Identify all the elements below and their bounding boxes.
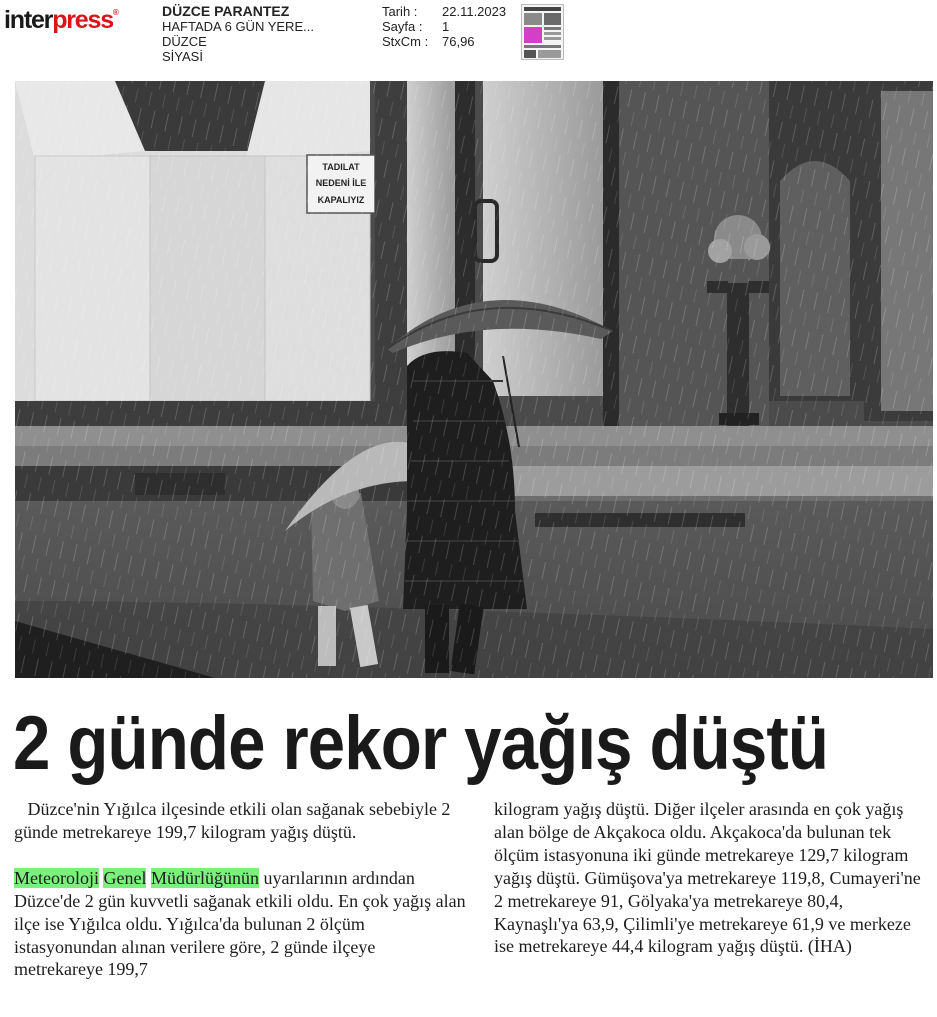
publication-city: DÜZCE — [162, 34, 207, 49]
publication-info — [162, 4, 314, 64]
clipping-meta — [382, 4, 506, 49]
article-paragraph-2 — [14, 867, 468, 982]
meta-date-row — [382, 4, 506, 19]
interpress-logo — [4, 6, 118, 35]
meta-page-value: 1 — [442, 19, 450, 34]
highlight-meteoroloji: Meteoroloji — [14, 867, 99, 888]
rain-umbrella-photo — [15, 81, 933, 678]
article-column-2 — [494, 798, 931, 958]
highlight-mudurlugunun: Müdürlüğünün — [150, 867, 259, 888]
publication-category: SİYASİ — [162, 49, 203, 64]
meta-stxcm-row — [382, 34, 506, 49]
article-column-1 — [14, 798, 468, 981]
logo-registered-mark: ® — [112, 8, 118, 17]
meta-date-value: 22.11.2023 — [442, 4, 507, 19]
photo-illustration — [15, 81, 933, 678]
newspaper-page-thumbnail-icon[interactable] — [521, 4, 564, 60]
article-paragraph-1 — [14, 798, 468, 844]
paragraph-gap — [14, 844, 468, 867]
publication-name: DÜZCE PARANTEZ — [162, 3, 290, 19]
col1-p1-text: Düzce'nin Yığılca ilçesinde etkili olan sağanak sebebiyle 2 günde metrekareye 199,7 kilogram yağış düştü. — [14, 799, 451, 842]
meta-stxcm-label: StxCm : — [382, 34, 429, 49]
col2-text: kilogram yağış düştü. Diğer ilçeler arasında en çok yağış alan bölge de Akçakoca oldu. Akçakoca'da bulunan tek ölçüm istasyonuna iki günde metrekareye 129,7 kilogram yağış düştü. Gümüşova'ya metrekareye 119,8, Cumayeri'ne 2 metrekareye 91, Gölyaka'ya metrekareye 80,4, Kaynaşlı'ya 63,9, Çilimli'ye metrekareye 61,9 ve merkeze ise metrekareye 44,4 kilogram yağış düştü. (İHA) — [494, 799, 921, 957]
article-headline: 2 günde rekor yağış düştü — [13, 701, 829, 786]
meta-stxcm-value: 76,96 — [442, 34, 475, 49]
highlight-genel: Genel — [103, 867, 147, 888]
logo-part1: inter — [4, 6, 53, 34]
publication-headline-short: HAFTADA 6 GÜN YERE... — [162, 19, 314, 34]
meta-page-row — [382, 19, 506, 34]
meta-date-label: Tarih : — [382, 4, 418, 19]
logo-part2: press — [52, 6, 113, 34]
col1-p2-rest: uyarılarının ardından Düzce'de 2 gün kuvvetli sağanak etkili oldu. En çok yağış alan ilçe ise Yığılca oldu. Yığılca'da bulunan 2 ölçüm istasyonundan alınan verilere göre, 2 günde ilçeye metrekareye 199,7 — [14, 867, 466, 980]
meta-page-label: Sayfa : — [382, 19, 423, 34]
